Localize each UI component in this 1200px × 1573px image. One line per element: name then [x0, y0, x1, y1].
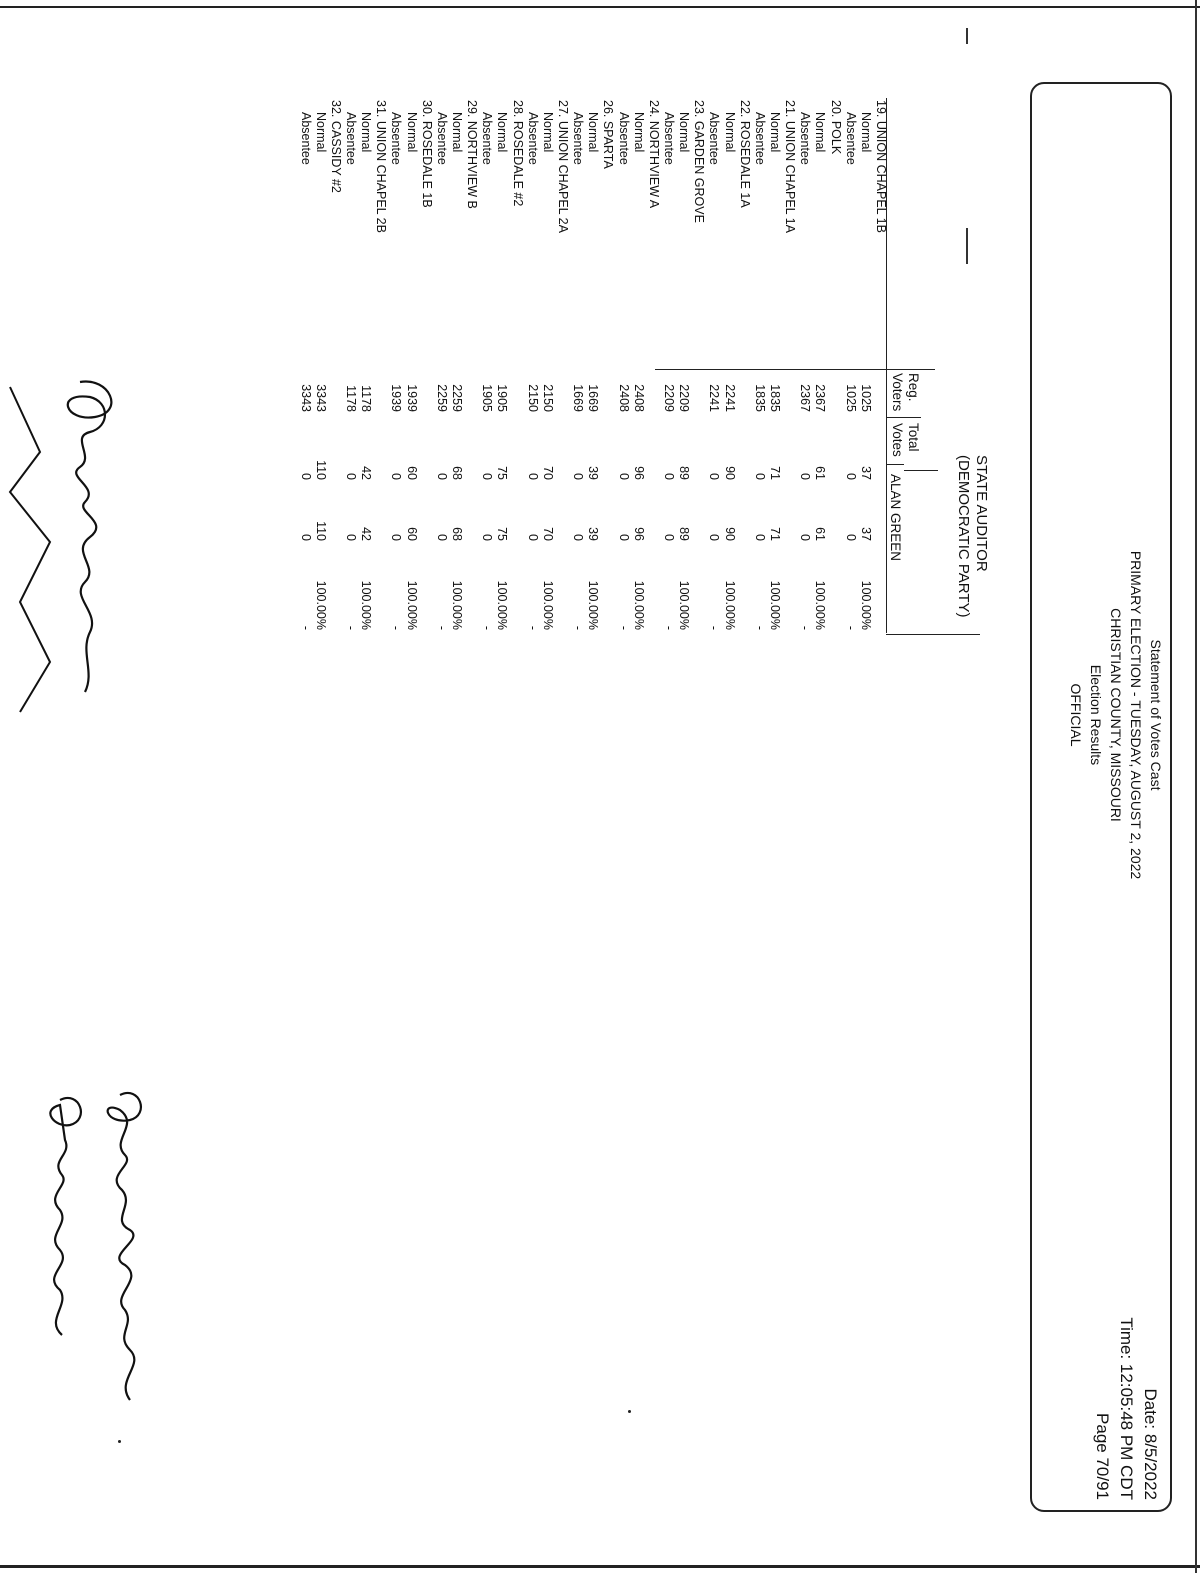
row-label-subtype: Absentee: [707, 112, 722, 165]
cell-reg-voters: 2241: [707, 384, 722, 412]
cell-total-votes: 0: [662, 473, 677, 480]
row-label-subtype: Normal: [450, 112, 465, 153]
cell-reg-voters: 1178: [359, 385, 374, 412]
table-row: [525, 370, 540, 640]
report-time: Time: 12:05:48 PM CDT: [1117, 1317, 1136, 1500]
table-row: [615, 370, 630, 640]
cell-total-votes: 0: [344, 473, 359, 480]
cell-reg-voters: 1939: [389, 384, 404, 412]
table-row: [858, 370, 873, 640]
cell-candidate-percent: 100.00%: [495, 580, 510, 630]
table-row: [449, 370, 464, 640]
row-label-precinct: 29. NORTHVIEW B: [465, 100, 480, 209]
table-row: [479, 370, 494, 640]
table-row: [767, 370, 782, 640]
row-label-subtype: Absentee: [525, 112, 540, 165]
column-separator: [887, 464, 904, 465]
cell-candidate-percent: 100.00%: [313, 580, 328, 630]
row-label-precinct: 32. CASSIDY #2: [328, 100, 343, 193]
cell-candidate-percent: 100.00%: [677, 580, 692, 630]
cell-candidate-percent: 100.00%: [722, 580, 737, 630]
row-label-subtype: Normal: [313, 112, 328, 153]
cell-candidate-percent: -: [434, 625, 449, 630]
table-row: [313, 370, 328, 640]
cell-total-votes: 70: [540, 466, 555, 480]
signature-area: [0, 372, 150, 792]
header-line: CHRISTIAN COUNTY, MISSOURI: [1108, 608, 1124, 822]
table-row: [752, 370, 767, 640]
cell-candidate-percent: 100.00%: [540, 580, 555, 630]
cell-candidate-votes: 75: [495, 527, 510, 541]
precinct-list: [298, 100, 888, 233]
header-line: OFFICIAL: [1068, 683, 1084, 747]
cell-candidate-votes: 61: [813, 527, 828, 541]
table-row: [555, 370, 570, 640]
cell-candidate-votes: 0: [752, 534, 767, 541]
cell-candidate-votes: 0: [662, 534, 677, 541]
cell-reg-voters: 2259: [434, 384, 449, 412]
cell-candidate-percent: -: [843, 625, 858, 630]
cell-reg-voters: 1939: [404, 384, 419, 412]
row-label-subtype: Normal: [586, 112, 601, 153]
cell-candidate-percent: -: [344, 625, 359, 630]
report-date: Date: 8/5/2022: [1141, 1388, 1160, 1500]
cell-total-votes: 68: [450, 466, 465, 480]
cell-candidate-votes: 0: [344, 534, 359, 541]
cell-total-votes: 37: [858, 466, 873, 480]
signature-john-corder: [68, 382, 112, 692]
cell-reg-voters: 2241: [722, 384, 737, 412]
row-label-subtype: Absentee: [389, 112, 404, 165]
contest-title: [954, 455, 990, 618]
header-line: Statement of Votes Cast: [1148, 639, 1164, 791]
row-label-subtype: Absentee: [480, 112, 495, 165]
row-label-subtype: Normal: [404, 112, 419, 153]
cell-candidate-votes: 0: [843, 534, 858, 541]
cell-total-votes: 0: [480, 473, 495, 480]
row-label-subtype: Absentee: [616, 112, 631, 165]
cell-candidate-percent: -: [752, 625, 767, 630]
signature-carla-corder: [108, 1093, 141, 1400]
cell-candidate-votes: 89: [677, 527, 692, 541]
cell-candidate-percent: -: [798, 625, 813, 630]
cell-reg-voters: 2367: [813, 384, 828, 412]
cell-total-votes: 60: [404, 466, 419, 480]
cell-reg-voters: 1835: [768, 384, 783, 412]
cell-candidate-votes: 68: [450, 527, 465, 541]
cell-total-votes: 0: [798, 473, 813, 480]
cell-candidate-percent: -: [571, 625, 586, 630]
table-row: [812, 370, 827, 640]
row-label-precinct: 31. UNION CHAPEL 2B: [374, 100, 389, 233]
table-row: [388, 370, 403, 640]
cell-total-votes: 0: [571, 473, 586, 480]
cell-candidate-votes: 96: [631, 527, 646, 541]
cell-candidate-votes: 0: [434, 534, 449, 541]
table-row: [873, 370, 888, 640]
cell-reg-voters: 1905: [495, 384, 510, 412]
cell-candidate-percent: -: [616, 625, 631, 630]
table-row: [328, 370, 343, 640]
table-row: [600, 370, 615, 640]
cell-candidate-votes: 90: [722, 527, 737, 541]
cell-total-votes: 0: [298, 473, 313, 480]
cell-reg-voters: 2150: [540, 384, 555, 412]
cell-candidate-votes: 0: [298, 534, 313, 541]
cell-reg-voters: 2209: [662, 384, 677, 412]
cell-reg-voters: 2408: [631, 384, 646, 412]
row-label-subtype: Absentee: [571, 112, 586, 165]
cell-reg-voters: 2209: [677, 384, 692, 412]
cell-reg-voters: 1669: [571, 384, 586, 412]
row-label-subtype: Absentee: [298, 112, 313, 165]
table-row: [843, 370, 858, 640]
row-label-subtype: Normal: [359, 112, 374, 153]
cell-candidate-percent: -: [480, 625, 495, 630]
table-row: [706, 370, 721, 640]
cell-candidate-votes: 0: [480, 534, 495, 541]
cell-reg-voters: 1905: [480, 384, 495, 412]
cell-candidate-percent: -: [662, 625, 677, 630]
cell-reg-voters: 1178: [344, 385, 359, 412]
column-header-text: Reg.: [906, 373, 921, 402]
row-label-precinct: 27. UNION CHAPEL 2A: [556, 100, 571, 233]
cell-reg-voters: 1835: [752, 384, 767, 412]
column-header-text: Total: [906, 423, 921, 452]
report-header-title: [1066, 450, 1166, 980]
row-label-subtype: Absentee: [344, 112, 359, 165]
table-row: [494, 370, 509, 640]
cell-candidate-votes: 70: [540, 527, 555, 541]
row-label-precinct: 24. NORTHVIEW A: [646, 100, 661, 209]
cell-candidate-percent: 100.00%: [631, 580, 646, 630]
cell-total-votes: 0: [525, 473, 540, 480]
header-line: Election Results: [1088, 664, 1104, 766]
row-label-subtype: Normal: [677, 112, 692, 153]
table-row: [419, 370, 434, 640]
signature-jan-denney: [50, 1098, 81, 1335]
row-label-precinct: 28. ROSEDALE #2: [510, 100, 525, 207]
header-line: PRIMARY ELECTION - TUESDAY, AUGUST 2, 2022: [1128, 550, 1144, 880]
report-header-meta: [1090, 1265, 1162, 1500]
table-divider: [886, 634, 980, 635]
table-row: [540, 370, 555, 640]
table-row: [404, 370, 419, 640]
cell-total-votes: 75: [495, 466, 510, 480]
cell-candidate-percent: 100.00%: [404, 580, 419, 630]
cell-total-votes: 90: [722, 466, 737, 480]
cell-candidate-percent: 100.00%: [586, 580, 601, 630]
row-label-subtype: Absentee: [662, 112, 677, 165]
cell-reg-voters: 3343: [298, 384, 313, 412]
cell-candidate-percent: 100.00%: [359, 580, 374, 630]
row-label-subtype: Normal: [540, 112, 555, 153]
cell-candidate-percent: 100.00%: [813, 580, 828, 630]
cell-total-votes: 0: [843, 473, 858, 480]
cell-candidate-votes: 60: [404, 527, 419, 541]
results-table: [298, 370, 888, 640]
row-label-subtype: Normal: [858, 112, 873, 153]
column-header-candidate: ALAN GREEN: [888, 474, 903, 562]
cell-candidate-percent: -: [525, 625, 540, 630]
row-label-subtype: Normal: [495, 112, 510, 153]
cell-candidate-percent: 100.00%: [858, 580, 873, 630]
cell-candidate-votes: 71: [768, 527, 783, 541]
cell-reg-voters: 2367: [798, 384, 813, 412]
signature-second: [10, 387, 50, 712]
table-row: [797, 370, 812, 640]
table-row: [661, 370, 676, 640]
row-label-precinct: 23. GARDEN GROVE: [692, 100, 707, 223]
cell-candidate-votes: 42: [359, 527, 374, 541]
table-row: [509, 370, 524, 640]
table-row: [691, 370, 706, 640]
table-row: [343, 370, 358, 640]
cell-candidate-percent: -: [707, 625, 722, 630]
table-row: [721, 370, 736, 640]
table-row: [676, 370, 691, 640]
row-label-precinct: 20. POLK: [828, 100, 843, 155]
cell-total-votes: 71: [768, 466, 783, 480]
cell-candidate-votes: 110: [313, 521, 328, 541]
cell-total-votes: 42: [359, 466, 374, 480]
cell-reg-voters: 2259: [450, 384, 465, 412]
cell-reg-voters: 3343: [313, 384, 328, 412]
column-separator: [887, 417, 921, 418]
cell-candidate-votes: 0: [389, 534, 404, 541]
cell-candidate-votes: 37: [858, 527, 873, 541]
cell-total-votes: 61: [813, 466, 828, 480]
cell-total-votes: 0: [389, 473, 404, 480]
row-label-subtype: Absentee: [798, 112, 813, 165]
table-row: [570, 370, 585, 640]
table-row: [782, 370, 797, 640]
cell-candidate-percent: 100.00%: [768, 580, 783, 630]
cell-total-votes: 0: [616, 473, 631, 480]
cell-reg-voters: 1025: [843, 384, 858, 412]
table-row: [464, 370, 479, 640]
table-row: [737, 370, 752, 640]
contest-name: STATE AUDITOR: [973, 455, 990, 572]
row-label-subtype: Normal: [768, 112, 783, 153]
contest-party: (DEMOCRATIC PARTY): [955, 455, 972, 618]
cell-total-votes: 89: [677, 466, 692, 480]
column-header-reg-voters: [889, 373, 921, 411]
row-label-precinct: 30. ROSEDALE 1B: [419, 100, 434, 208]
cell-reg-voters: 2150: [525, 384, 540, 412]
table-row: [631, 370, 646, 640]
cell-candidate-votes: 0: [616, 534, 631, 541]
cell-candidate-votes: 0: [571, 534, 586, 541]
cell-candidate-percent: -: [389, 625, 404, 630]
table-row: [358, 370, 373, 640]
row-label-subtype: Absentee: [843, 112, 858, 165]
row-label-subtype: Absentee: [752, 112, 767, 165]
table-row: [646, 370, 661, 640]
cell-total-votes: 0: [707, 473, 722, 480]
cell-candidate-votes: 0: [525, 534, 540, 541]
cell-total-votes: 0: [434, 473, 449, 480]
cell-total-votes: 0: [752, 473, 767, 480]
cell-candidate-votes: 0: [798, 534, 813, 541]
signature-area: [10, 1080, 160, 1500]
cell-reg-voters: 1025: [858, 384, 873, 412]
row-label-precinct: 19. UNION CHAPEL 1B: [874, 100, 888, 233]
row-label-subtype: Normal: [722, 112, 737, 153]
report-page: Page 70/91: [1093, 1413, 1112, 1500]
cell-total-votes: 110: [313, 460, 328, 480]
table-row: [373, 370, 388, 640]
table-row: [585, 370, 600, 640]
cell-candidate-votes: 0: [707, 534, 722, 541]
cell-candidate-votes: 39: [586, 527, 601, 541]
column-header-text: Voters: [890, 373, 905, 412]
row-label-subtype: Absentee: [434, 112, 449, 165]
cell-candidate-percent: 100.00%: [450, 580, 465, 630]
table-row: [827, 370, 842, 640]
cell-total-votes: 96: [631, 466, 646, 480]
table-row: [298, 370, 313, 640]
column-header-total-votes: [889, 423, 921, 457]
row-label-subtype: Normal: [813, 112, 828, 153]
column-header-text: Votes: [890, 423, 905, 457]
row-label-precinct: 26. SPARTA: [601, 100, 616, 169]
column-separator: [904, 470, 938, 471]
table-row: [434, 370, 449, 640]
row-label-subtype: Normal: [631, 112, 646, 153]
row-label-precinct: 22. ROSEDALE 1A: [737, 100, 752, 208]
row-label-precinct: 21. UNION CHAPEL 1A: [783, 100, 798, 233]
cell-total-votes: 39: [586, 466, 601, 480]
cell-reg-voters: 2408: [616, 384, 631, 412]
cell-candidate-percent: -: [298, 625, 313, 630]
cell-reg-voters: 1669: [586, 384, 601, 412]
